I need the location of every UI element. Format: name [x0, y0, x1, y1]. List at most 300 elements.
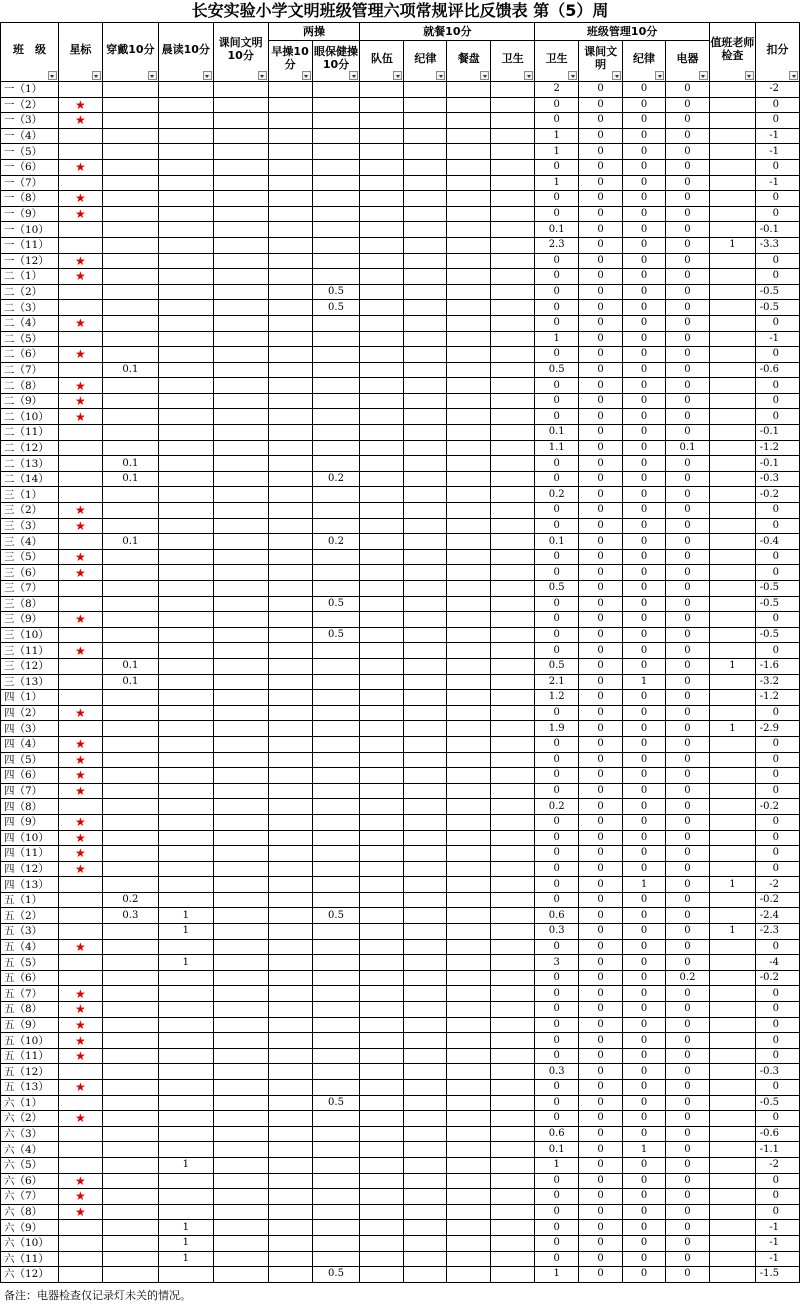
break-civility-cell: [213, 627, 268, 643]
dining-hygiene-cell: [491, 1189, 535, 1205]
break-civility-cell: [213, 799, 268, 815]
eye-exercise-cell: [312, 1017, 360, 1033]
deduction-cell: 0: [755, 113, 799, 129]
morning-exercise-cell: [268, 113, 312, 129]
reading-cell: 1: [158, 1157, 213, 1173]
eye-exercise-cell: 0.5: [312, 1267, 360, 1283]
table-row: [1, 736, 800, 752]
filter-dropdown-icon[interactable]: [203, 71, 212, 80]
dress-cell: [102, 1157, 158, 1173]
star-cell: [58, 643, 102, 659]
dress-cell: [102, 487, 158, 503]
dining-discipline-cell: [404, 440, 447, 456]
discipline-cell: 0: [623, 736, 666, 752]
reading-cell: [158, 877, 213, 893]
filter-dropdown-icon[interactable]: [302, 71, 311, 80]
dining-discipline-cell: [404, 222, 447, 238]
teacher-check-cell: [709, 970, 755, 986]
table-row: [1, 440, 800, 456]
teacher-check-cell: [709, 1142, 755, 1158]
plate-cell: [447, 1204, 491, 1220]
dining-hygiene-cell: [491, 175, 535, 191]
star-icon: ★: [75, 97, 86, 112]
break-civility-cell: [213, 861, 268, 877]
filter-dropdown-icon[interactable]: [436, 71, 445, 80]
break-civility-mgmt-cell: 0: [579, 674, 623, 690]
plate-cell: [447, 362, 491, 378]
star-icon: ★: [75, 1017, 86, 1032]
dining-hygiene-cell: [491, 393, 535, 409]
queue-cell: [360, 658, 404, 674]
dining-discipline-cell: [404, 877, 447, 893]
reading-cell: [158, 612, 213, 628]
teacher-check-cell: [709, 1157, 755, 1173]
queue-cell: [360, 175, 404, 191]
plate-cell: [447, 191, 491, 207]
dress-cell: 0.2: [102, 892, 158, 908]
hygiene-cell: 0: [535, 191, 579, 207]
discipline-cell: 0: [623, 1235, 666, 1251]
queue-cell: [360, 534, 404, 550]
dress-cell: [102, 409, 158, 425]
filter-dropdown-icon[interactable]: [48, 71, 57, 80]
morning-exercise-cell: [268, 877, 312, 893]
discipline-cell: 0: [623, 705, 666, 721]
appliance-cell: 0: [666, 97, 710, 113]
star-cell: [58, 830, 102, 846]
dining-hygiene-cell: [491, 877, 535, 893]
plate-cell: [447, 144, 491, 160]
teacher-check-cell: [709, 1267, 755, 1283]
deduction-cell: 0: [755, 736, 799, 752]
discipline-cell: 0: [623, 191, 666, 207]
deduction-cell: -2: [755, 877, 799, 893]
dress-cell: [102, 1033, 158, 1049]
plate-cell: [447, 1002, 491, 1018]
dress-cell: [102, 237, 158, 253]
hygiene-cell: 1: [535, 175, 579, 191]
class-cell: 四（9）: [1, 814, 59, 830]
queue-cell: [360, 892, 404, 908]
appliance-cell: 0: [666, 1111, 710, 1127]
queue-cell: [360, 643, 404, 659]
dining-discipline-cell: [404, 175, 447, 191]
hygiene-cell: 0: [535, 1173, 579, 1189]
appliance-cell: 0: [666, 846, 710, 862]
appliance-cell: 0: [666, 1235, 710, 1251]
queue-cell: [360, 690, 404, 706]
dining-discipline-cell: [404, 908, 447, 924]
appliance-cell: 0: [666, 471, 710, 487]
appliance-cell: 0: [666, 82, 710, 98]
break-civility-mgmt-cell: 0: [579, 736, 623, 752]
break-civility-cell: [213, 1126, 268, 1142]
break-civility-cell: [213, 284, 268, 300]
dress-cell: [102, 1251, 158, 1267]
dining-hygiene-cell: [491, 206, 535, 222]
dining-hygiene-cell: [491, 113, 535, 129]
break-civility-cell: [213, 658, 268, 674]
deduction-cell: 0: [755, 347, 799, 363]
filter-dropdown-icon[interactable]: [745, 71, 754, 80]
hygiene-cell: 0: [535, 1111, 579, 1127]
discipline-cell: 0: [623, 144, 666, 160]
dress-cell: [102, 612, 158, 628]
dress-cell: 0.1: [102, 471, 158, 487]
star-icon: ★: [75, 160, 86, 175]
discipline-cell: 0: [623, 643, 666, 659]
dining-discipline-cell: [404, 159, 447, 175]
queue-cell: [360, 627, 404, 643]
teacher-check-cell: [709, 206, 755, 222]
dining-discipline-cell: [404, 846, 447, 862]
deduction-cell: -0.1: [755, 222, 799, 238]
table-row: [1, 861, 800, 877]
break-civility-cell: [213, 253, 268, 269]
star-cell: [58, 1017, 102, 1033]
star-icon: ★: [75, 269, 86, 284]
break-civility-mgmt-cell: 0: [579, 300, 623, 316]
discipline-cell: 0: [623, 955, 666, 971]
break-civility-mgmt-cell: 0: [579, 191, 623, 207]
plate-cell: [447, 581, 491, 597]
star-cell: [58, 206, 102, 222]
eye-exercise-cell: [312, 113, 360, 129]
appliance-cell: 0: [666, 1126, 710, 1142]
hygiene-cell: 0.3: [535, 1064, 579, 1080]
class-cell: 五（1）: [1, 892, 59, 908]
table-row: [1, 924, 800, 940]
dining-hygiene-cell: [491, 347, 535, 363]
eye-exercise-cell: [312, 456, 360, 472]
filter-dropdown-icon[interactable]: [148, 71, 157, 80]
deduction-cell: 0: [755, 191, 799, 207]
break-civility-cell: [213, 503, 268, 519]
break-civility-cell: [213, 222, 268, 238]
star-cell: [58, 113, 102, 129]
appliance-cell: 0: [666, 736, 710, 752]
queue-cell: [360, 144, 404, 160]
discipline-cell: 0: [623, 82, 666, 98]
hygiene-cell: 1: [535, 128, 579, 144]
appliance-cell: 0: [666, 892, 710, 908]
star-icon: ★: [75, 565, 86, 580]
discipline-cell: 0: [623, 721, 666, 737]
hygiene-cell: 2.1: [535, 674, 579, 690]
deduction-cell: -2.4: [755, 908, 799, 924]
morning-exercise-cell: [268, 144, 312, 160]
class-cell: 一（1）: [1, 82, 59, 98]
deduction-cell: -0.5: [755, 596, 799, 612]
reading-cell: [158, 175, 213, 191]
table-row: [1, 471, 800, 487]
filter-dropdown-icon[interactable]: [349, 71, 358, 80]
deduction-cell: 0: [755, 846, 799, 862]
appliance-cell: 0: [666, 378, 710, 394]
break-civility-cell: [213, 581, 268, 597]
deduction-cell: 0: [755, 1048, 799, 1064]
star-icon: ★: [75, 830, 86, 845]
filter-dropdown-icon[interactable]: [612, 71, 621, 80]
filter-dropdown-icon[interactable]: [524, 71, 533, 80]
dress-cell: [102, 1048, 158, 1064]
star-cell: [58, 783, 102, 799]
morning-exercise-cell: [268, 705, 312, 721]
appliance-cell: 0.2: [666, 970, 710, 986]
break-civility-cell: [213, 315, 268, 331]
dining-discipline-cell: [404, 674, 447, 690]
break-civility-cell: [213, 549, 268, 565]
plate-cell: [447, 1064, 491, 1080]
discipline-cell: 0: [623, 830, 666, 846]
star-cell: [58, 1095, 102, 1111]
filter-dropdown-icon[interactable]: [393, 71, 402, 80]
morning-exercise-cell: [268, 1064, 312, 1080]
deduction-cell: 0: [755, 269, 799, 285]
morning-exercise-cell: [268, 471, 312, 487]
dining-discipline-cell: [404, 596, 447, 612]
reading-cell: [158, 690, 213, 706]
class-cell: 三（13）: [1, 674, 59, 690]
class-cell: 四（8）: [1, 799, 59, 815]
teacher-check-cell: [709, 892, 755, 908]
teacher-check-cell: [709, 1189, 755, 1205]
reading-cell: [158, 425, 213, 441]
plate-cell: [447, 892, 491, 908]
discipline-cell: 0: [623, 471, 666, 487]
queue-cell: [360, 191, 404, 207]
queue-cell: [360, 1235, 404, 1251]
morning-exercise-cell: [268, 1002, 312, 1018]
reading-cell: [158, 269, 213, 285]
plate-cell: [447, 253, 491, 269]
morning-exercise-cell: [268, 393, 312, 409]
dress-cell: 0.1: [102, 658, 158, 674]
appliance-cell: 0: [666, 674, 710, 690]
class-cell: 六（11）: [1, 1251, 59, 1267]
eye-exercise-cell: [312, 269, 360, 285]
appliance-cell: 0: [666, 705, 710, 721]
teacher-check-cell: [709, 113, 755, 129]
break-civility-mgmt-cell: 0: [579, 113, 623, 129]
deduction-cell: -0.5: [755, 300, 799, 316]
class-cell: 五（2）: [1, 908, 59, 924]
eye-exercise-cell: [312, 191, 360, 207]
plate-cell: [447, 674, 491, 690]
filter-dropdown-icon[interactable]: [92, 71, 101, 80]
morning-exercise-cell: [268, 861, 312, 877]
hygiene-cell: 0: [535, 861, 579, 877]
dining-hygiene-cell: [491, 144, 535, 160]
discipline-cell: 0: [623, 1173, 666, 1189]
reading-cell: [158, 300, 213, 316]
class-cell: 一（9）: [1, 206, 59, 222]
dining-discipline-cell: [404, 955, 447, 971]
discipline-cell: 0: [623, 1002, 666, 1018]
star-icon: ★: [75, 1111, 86, 1126]
star-cell: [58, 627, 102, 643]
morning-exercise-cell: [268, 986, 312, 1002]
reading-cell: [158, 1048, 213, 1064]
reading-cell: [158, 768, 213, 784]
morning-exercise-cell: [268, 347, 312, 363]
plate-cell: [447, 409, 491, 425]
star-icon: ★: [75, 643, 86, 658]
teacher-check-cell: [709, 643, 755, 659]
class-cell: 一（6）: [1, 159, 59, 175]
appliance-cell: 0: [666, 1267, 710, 1283]
discipline-cell: 0: [623, 425, 666, 441]
dining-discipline-cell: [404, 144, 447, 160]
discipline-cell: 0: [623, 1080, 666, 1096]
dining-hygiene-cell: [491, 1111, 535, 1127]
break-civility-cell: [213, 128, 268, 144]
hygiene-cell: 0.2: [535, 799, 579, 815]
morning-exercise-cell: [268, 892, 312, 908]
dress-cell: [102, 955, 158, 971]
break-civility-mgmt-cell: 0: [579, 643, 623, 659]
break-civility-cell: [213, 175, 268, 191]
break-civility-cell: [213, 82, 268, 98]
dress-cell: [102, 1126, 158, 1142]
dining-discipline-cell: [404, 1157, 447, 1173]
hygiene-cell: 0: [535, 830, 579, 846]
deduction-cell: -3.2: [755, 674, 799, 690]
break-civility-cell: [213, 768, 268, 784]
deduction-cell: -0.1: [755, 425, 799, 441]
appliance-cell: 0: [666, 300, 710, 316]
deduction-cell: -2.9: [755, 721, 799, 737]
eye-exercise-cell: [312, 1251, 360, 1267]
break-civility-mgmt-cell: 0: [579, 237, 623, 253]
eye-exercise-cell: [312, 1033, 360, 1049]
star-cell: [58, 814, 102, 830]
star-cell: [58, 487, 102, 503]
class-cell: 六（7）: [1, 1189, 59, 1205]
discipline-cell: 0: [623, 440, 666, 456]
dress-cell: [102, 300, 158, 316]
star-cell: [58, 409, 102, 425]
star-cell: [58, 440, 102, 456]
table-row: [1, 955, 800, 971]
table-row: [1, 1235, 800, 1251]
queue-cell: [360, 253, 404, 269]
break-civility-mgmt-cell: 0: [579, 269, 623, 285]
break-civility-mgmt-cell: 0: [579, 159, 623, 175]
break-civility-cell: [213, 206, 268, 222]
eye-exercise-cell: [312, 487, 360, 503]
plate-cell: [447, 1173, 491, 1189]
table-row: [1, 1157, 800, 1173]
teacher-check-cell: [709, 144, 755, 160]
break-civility-cell: [213, 1142, 268, 1158]
break-civility-mgmt-cell: 0: [579, 1235, 623, 1251]
eye-exercise-cell: [312, 814, 360, 830]
filter-dropdown-icon[interactable]: [699, 71, 708, 80]
reading-cell: [158, 1126, 213, 1142]
class-cell: 二（6）: [1, 347, 59, 363]
appliance-cell: 0: [666, 113, 710, 129]
hygiene-cell: 0: [535, 97, 579, 113]
star-cell: [58, 581, 102, 597]
filter-dropdown-icon[interactable]: [480, 71, 489, 80]
filter-dropdown-icon[interactable]: [655, 71, 664, 80]
queue-cell: [360, 1002, 404, 1018]
class-cell: 六（6）: [1, 1173, 59, 1189]
star-cell: [58, 362, 102, 378]
plate-cell: [447, 970, 491, 986]
morning-exercise-cell: [268, 955, 312, 971]
dress-cell: [102, 206, 158, 222]
hygiene-cell: 0: [535, 1080, 579, 1096]
dining-discipline-cell: [404, 1095, 447, 1111]
break-civility-cell: [213, 1251, 268, 1267]
dress-cell: [102, 939, 158, 955]
break-civility-mgmt-cell: 0: [579, 362, 623, 378]
reading-cell: [158, 222, 213, 238]
dress-cell: [102, 315, 158, 331]
star-icon: ★: [75, 1049, 86, 1064]
plate-cell: [447, 1220, 491, 1236]
reading-cell: 1: [158, 908, 213, 924]
table-row: [1, 331, 800, 347]
table-row: [1, 612, 800, 628]
reading-cell: [158, 1142, 213, 1158]
break-civility-mgmt-cell: 0: [579, 596, 623, 612]
class-cell: 一（4）: [1, 128, 59, 144]
dining-discipline-cell: [404, 721, 447, 737]
break-civility-mgmt-cell: 0: [579, 82, 623, 98]
hygiene-cell: 0: [535, 269, 579, 285]
filter-dropdown-icon[interactable]: [568, 71, 577, 80]
reading-cell: [158, 549, 213, 565]
dining-hygiene-cell: [491, 581, 535, 597]
filter-dropdown-icon[interactable]: [789, 71, 798, 80]
reading-cell: [158, 658, 213, 674]
deduction-cell: 0: [755, 814, 799, 830]
table-row: [1, 627, 800, 643]
appliance-cell: 0: [666, 627, 710, 643]
plate-cell: [447, 814, 491, 830]
break-civility-mgmt-cell: 0: [579, 1251, 623, 1267]
table-row: [1, 82, 800, 98]
eye-exercise-cell: [312, 1157, 360, 1173]
appliance-cell: 0: [666, 986, 710, 1002]
filter-dropdown-icon[interactable]: [258, 71, 267, 80]
deduction-cell: 0: [755, 939, 799, 955]
deduction-cell: 0: [755, 1033, 799, 1049]
appliance-cell: 0: [666, 128, 710, 144]
star-cell: [58, 144, 102, 160]
reading-cell: [158, 1080, 213, 1096]
dining-hygiene-cell: [491, 861, 535, 877]
plate-cell: [447, 658, 491, 674]
teacher-check-cell: [709, 347, 755, 363]
hygiene-cell: 0.1: [535, 425, 579, 441]
break-civility-cell: [213, 877, 268, 893]
reading-cell: [158, 939, 213, 955]
plate-cell: [447, 830, 491, 846]
appliance-cell: 0: [666, 456, 710, 472]
class-cell: 三（12）: [1, 658, 59, 674]
eye-exercise-cell: [312, 222, 360, 238]
break-civility-cell: [213, 393, 268, 409]
dining-hygiene-cell: [491, 955, 535, 971]
dining-discipline-cell: [404, 549, 447, 565]
plate-cell: [447, 721, 491, 737]
break-civility-cell: [213, 830, 268, 846]
star-icon: ★: [75, 939, 86, 954]
